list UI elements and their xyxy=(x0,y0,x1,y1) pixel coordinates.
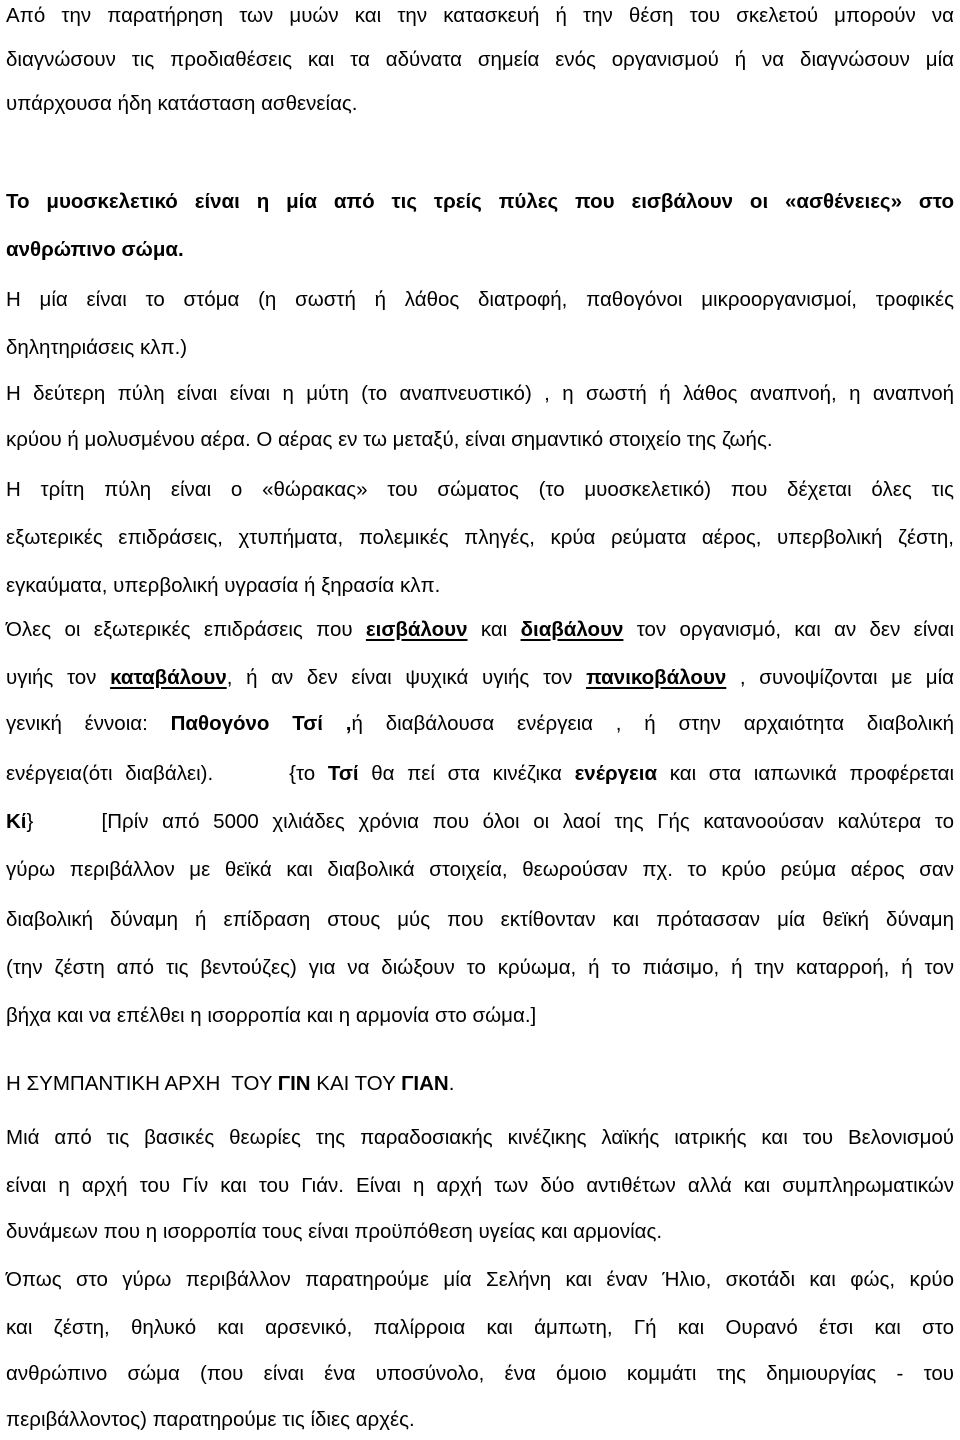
text-line: εγκαύματα, υπερβολική υγρασία ή ξηρασία κλπ. xyxy=(6,574,441,597)
text-run: και xyxy=(467,618,521,641)
text-line: και ζέστη, θηλυκό και αρσενικό, παλίρροια και άμπωτη, Γή και Ουρανό έτσι και στο xyxy=(6,1316,954,1339)
text-line: (την ζέστη από τις βεντούζες) για να διώξουν το κρύωμα, ή το πιάσιμο, ή την καταρροή, ή τον xyxy=(6,956,954,979)
text-run: υγιής τον xyxy=(6,666,111,689)
keyword-katavaloun: καταβάλουν xyxy=(110,666,227,689)
text-line: εξωτερικές επιδράσεις, χτυπήματα, πολεμικές πληγές, κρύα ρεύματα αέρος, υπερβολική ζέστη, xyxy=(6,526,954,549)
text-line: Η τρίτη πύλη είναι ο «θώρακας» του σώματος (το μυοσκελετικό) που δέχεται όλες τις xyxy=(6,478,954,501)
text-line xyxy=(6,762,954,786)
text-run: Όλες οι εξωτερικές επιδράσεις που xyxy=(6,618,366,641)
text-line: είναι η αρχή του Γίν και του Γιάν. Είναι η αρχή των δύο αντιθέτων αλλά και συμπληρωματικών xyxy=(6,1174,954,1197)
section-intro-bold: ανθρώπινο σώμα. xyxy=(6,238,184,261)
text-line: υπάρχουσα ήδη κατάσταση ασθενείας. xyxy=(6,92,358,115)
text-run: και στα ιαπωνικά προφέρεται xyxy=(657,762,954,785)
keyword-diavaloun: διαβάλουν xyxy=(520,618,624,641)
text-run: ή διαβάλουσα ενέργεια , ή στην αρχαιότητα διαβολική xyxy=(351,712,954,735)
text-run: , συνοψίζονται με μία xyxy=(726,666,954,689)
text-run: , ή αν δεν είναι ψυχικά υγιής τον xyxy=(226,666,587,689)
heading-yin: ΓΙΝ xyxy=(277,1072,311,1095)
text-line: περιβάλλοντος) παρατηρούμε τις ίδιες αρχές. xyxy=(6,1408,415,1431)
text-run: } [Πρίν από 5000 χιλιάδες χρόνια που όλοι οι λαοί της Γής κατανοούσαν καλύτερα το xyxy=(26,810,954,833)
text-line: Από την παρατήρηση των μυών και την κατασκευή ή την θέση του σκελετού μπορούν να xyxy=(6,4,954,27)
keyword-tsi: Τσί xyxy=(327,762,359,785)
section-intro-bold: Το μυοσκελετικό είναι η μία από τις τρείς πύλες που εισβάλουν οι «ασθένειες» στο xyxy=(6,190,954,213)
text-line: βήχα και να επέλθει η ισορροπία και η αρμονία στο σώμα.] xyxy=(6,1004,537,1027)
section-heading xyxy=(6,1072,954,1096)
heading-text: ΚΑΙ ΤΟΥ xyxy=(310,1072,402,1095)
text-line: Όπως στο γύρω περιβάλλον παρατηρούμε μία Σελήνη και έναν Ήλιο, σκοτάδι και φώς, κρύο xyxy=(6,1268,954,1291)
text-line xyxy=(6,712,954,736)
heading-text: . xyxy=(448,1072,455,1095)
text-line: Η δεύτερη πύλη είναι είναι η μύτη (το αναπνευστικό) , η σωστή ή λάθος αναπνοή, η αναπνοή xyxy=(6,382,954,405)
text-line: δυνάμεων που η ισορροπία τους είναι προϋπόθεση υγείας και αρμονίας. xyxy=(6,1220,663,1243)
keyword-panikovaloun: πανικοβάλουν xyxy=(586,666,727,689)
keyword-ki: Κί xyxy=(6,810,27,833)
text-line: διαγνώσουν τις προδιαθέσεις και τα αδύνατα σημεία ενός οργανισμού ή να διαγνώσουν μία xyxy=(6,48,954,71)
text-line xyxy=(6,618,954,642)
text-run: τον οργανισμό, και αν δεν είναι xyxy=(623,618,954,641)
keyword-energeia: ενέργεια xyxy=(574,762,658,785)
text-run: θα πεί στα κινέζικα xyxy=(358,762,575,785)
text-run: γενική έννοια: xyxy=(6,712,171,735)
heading-text: Η ΣΥΜΠΑΝΤΙΚΗ ΑΡΧΗ ΤΟΥ xyxy=(6,1072,278,1095)
text-line: γύρω περιβάλλον με θεϊκά και διαβολικά στοιχεία, θεωρούσαν πχ. το κρύο ρεύμα αέρος σαν xyxy=(6,858,954,881)
keyword-pathogono-tsi: Παθογόνο Τσί , xyxy=(170,712,352,735)
text-line: κρύου ή μολυσμένου αέρα. Ο αέρας εν τω μεταξύ, είναι σημαντικό στοιχείο της ζωής. xyxy=(6,428,773,451)
text-line xyxy=(6,810,954,834)
text-line: Μιά από τις βασικές θεωρίες της παραδοσιακής κινέζικης λαϊκής ιατρικής και του Βελονισμού xyxy=(6,1126,954,1149)
text-run: ενέργεια(ότι διαβάλει). {το xyxy=(6,762,328,785)
text-line: ανθρώπινο σώμα (που είναι ένα υποσύνολο, ένα όμοιο κομμάτι της δημιουργίας - του xyxy=(6,1362,954,1385)
text-line: δηλητηριάσεις κλπ.) xyxy=(6,336,188,359)
text-line: Η μία είναι το στόμα (η σωστή ή λάθος διατροφή, παθογόνοι μικροοργανισμοί, τροφικές xyxy=(6,288,954,311)
text-line xyxy=(6,666,954,690)
keyword-eisvaloun: εισβάλουν xyxy=(365,618,468,641)
heading-yang: ΓΙΑΝ xyxy=(401,1072,449,1095)
text-line: διαβολική δύναμη ή επίδραση στους μύς που εκτίθονταν και πρότασσαν μία θεϊκή δύναμη xyxy=(6,908,954,931)
